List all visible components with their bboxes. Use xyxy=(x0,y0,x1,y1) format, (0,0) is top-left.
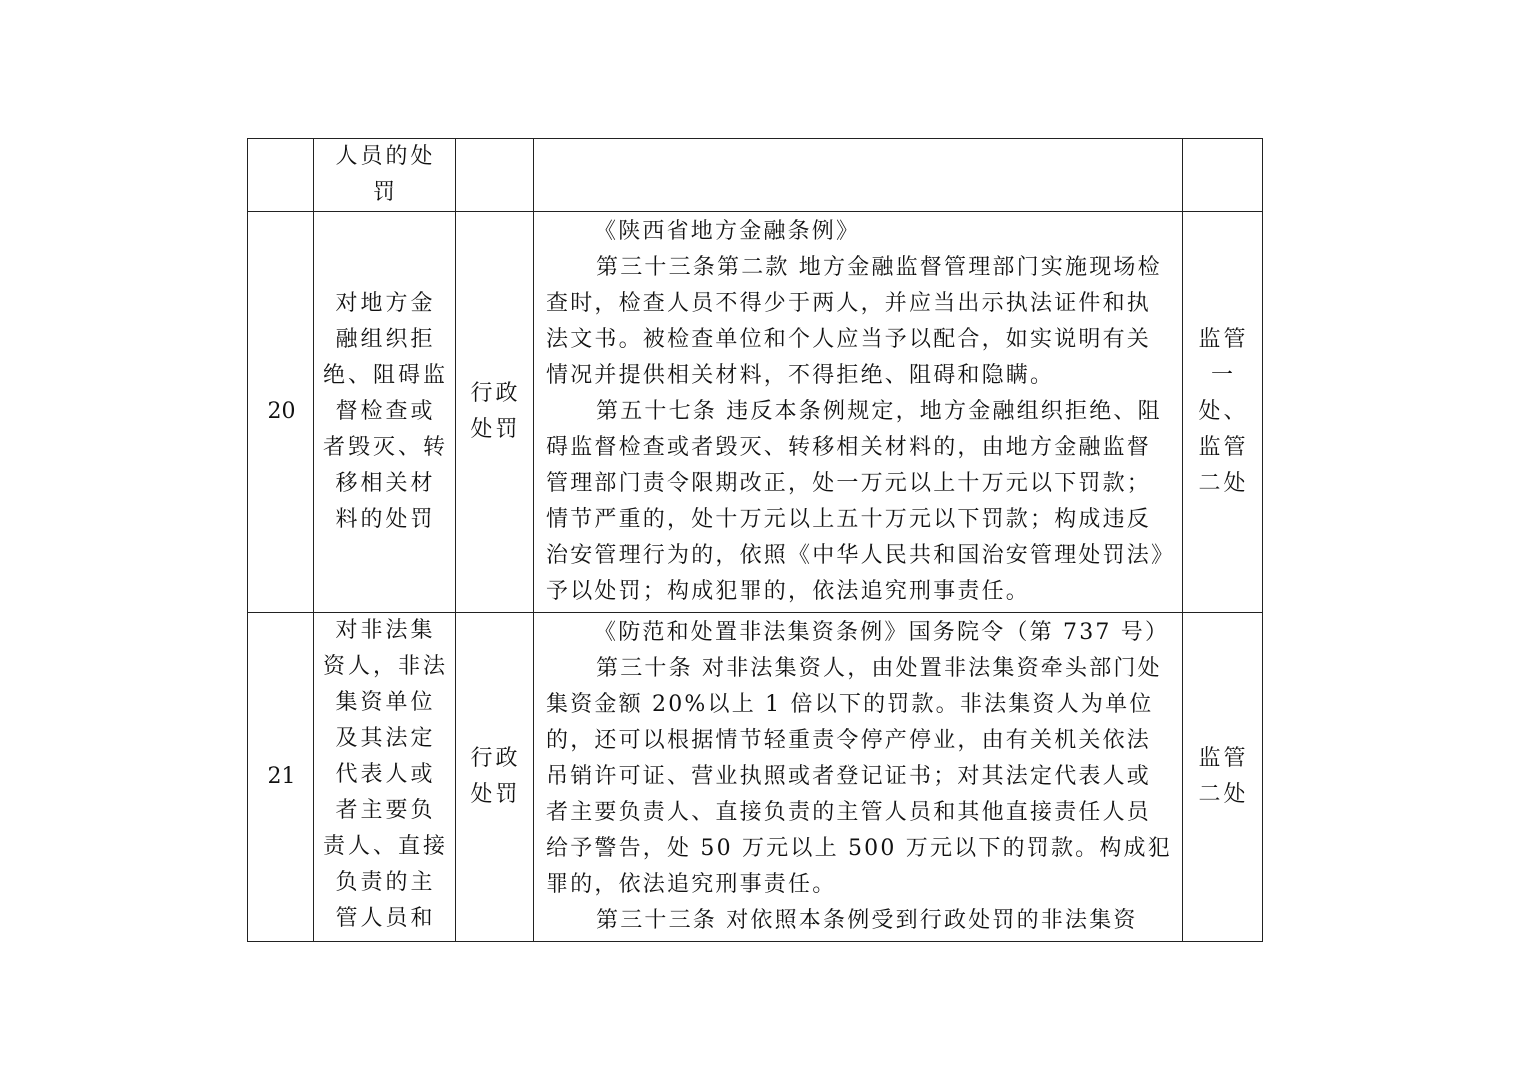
item-name: 对地方金 融组织拒 绝、阻碍监 督检查或 者毁灭、转 移相关材 料的处罚 xyxy=(322,291,448,532)
item-name: 对非法集 资人，非法 集资单位 及其法定 代表人或 者主要负 责人、直接 负责的主 管人员和 xyxy=(322,618,448,931)
row-number-cell xyxy=(248,212,314,613)
regulation-article: 第三十三条 对依照本条例受到行政处罚的非法集资 xyxy=(596,908,1138,933)
department-cell xyxy=(1183,139,1263,212)
legal-basis-cell xyxy=(534,139,1183,212)
regulation-title: 《陕西省地方金融条例》 xyxy=(594,219,861,244)
legal-basis-cell xyxy=(534,613,1183,942)
item-name-cell xyxy=(314,139,456,212)
action-type: 行政 处罚 xyxy=(470,381,521,442)
table-row xyxy=(248,212,1263,613)
department-cell xyxy=(1183,613,1263,942)
legal-basis-cell xyxy=(534,212,1183,613)
item-name-cell xyxy=(314,613,456,942)
regulation-article: 第五十七条 违反本条例规定，地方金融组织拒绝、阻碍监督检查或者毁灭、转移相关材料的，由地方金融监督管理部门责令限期改正，处一万元以上十万元以下罚款；情节严重的，处十万元以上五十万元以下罚款；构成违反治安管理行为的，依照《中华人民共和国治安管理处罚法》予以处罚；构成犯罪的，依法追究刑事责任。 xyxy=(546,399,1165,604)
row-number: 20 xyxy=(267,399,296,424)
table-row xyxy=(248,613,1263,942)
regulation-title: 《防范和处置非法集资条例》国务院令（第 737 号） xyxy=(594,620,1170,645)
department: 监管 二处 xyxy=(1198,746,1249,807)
action-type-cell xyxy=(456,613,534,942)
item-name: 人员的处 罚 xyxy=(335,144,436,205)
regulation-table xyxy=(247,138,1263,942)
row-number-cell xyxy=(248,613,314,942)
regulation-article: 第三十三条第二款 地方金融监督管理部门实施现场检查时，检查人员不得少于两人，并应当出示执法证件和执法文书。被检查单位和个人应当予以配合，如实说明有关情况并提供相关材料，不得拒绝、阻碍和隐瞒。 xyxy=(546,255,1162,388)
table-row xyxy=(248,139,1263,212)
department-cell xyxy=(1183,212,1263,613)
department: 监管 一 处、 监管 二处 xyxy=(1198,327,1249,496)
action-type-cell xyxy=(456,139,534,212)
item-name-cell xyxy=(314,212,456,613)
action-type: 行政 处罚 xyxy=(470,746,521,807)
row-number: 21 xyxy=(267,764,296,789)
regulation-article: 第三十条 对非法集资人，由处置非法集资牵头部门处集资金额 20%以上 1 倍以下的罚款。非法集资人为单位的，还可以根据情节轻重责令停产停业，由有关机关依法吊销许可证、营业执照或者登记证书；对其法定代表人或者主要负责人、直接负责的主管人员和其他直接责任人员给予警告，处 50 万元以上 500 万元以下的罚款。构成犯罪的，依法追究刑事责任。 xyxy=(546,656,1172,897)
row-number-cell xyxy=(248,139,314,212)
action-type-cell xyxy=(456,212,534,613)
